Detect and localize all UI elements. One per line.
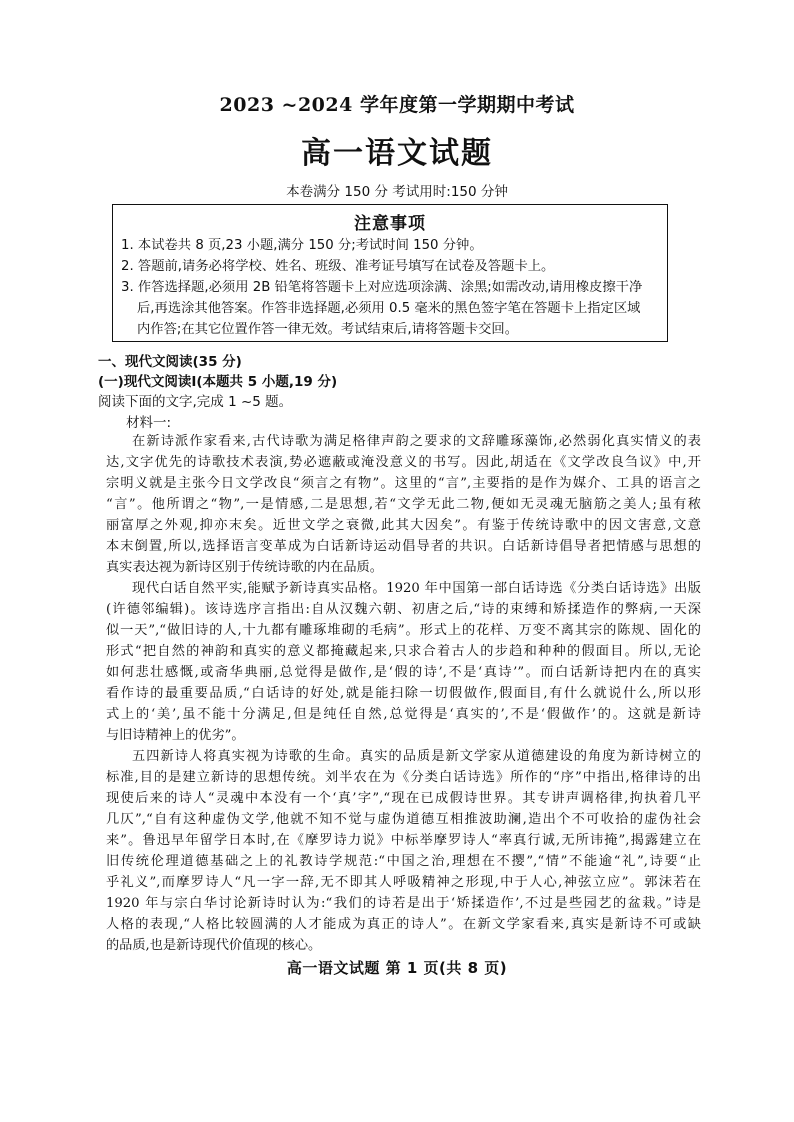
exam-term-title: 2023 ~2024 学年度第一学期期中考试	[219, 94, 575, 116]
notice-box	[112, 204, 668, 342]
passage-line: “言”。他所谓之“物”,一是情感,二是思想,若“文学无此二物,便如无灵魂无脑筋之美人;虽有秾	[106, 497, 701, 512]
passage-line: (许德邻编辑)。该诗选序言指出:自从汉魏六朝、初唐之后,“诗的束缚和矫揉造作的弊病,一天深	[106, 602, 701, 617]
notice-item-1: 1. 本试卷共 8 页,23 小题,满分 150 分;考试时间 150 分钟。	[121, 238, 483, 253]
passage-line: 标准,目的是建立新诗的思想传统。刘半农在为《分类白话诗选》所作的“序”中指出,格律诗的出	[106, 770, 701, 785]
score-time-line: 本卷满分 150 分 考试用时:150 分钟	[286, 184, 508, 200]
passage-line: 来”。鲁迅早年留学日本时,在《摩罗诗力说》中标举摩罗诗人“率真行诚,无所讳掩”,揭露建立在	[106, 833, 701, 848]
passage-line: 现使后来的诗人“灵魂中本没有一个‘真’字”,“现在已成假诗世界。其专讲声调格律,拘执着几平	[106, 791, 701, 806]
passage-line: 丽富厚之外观,抑亦末矣。近世文学之衰微,此其大因矣”。有鉴于传统诗歌中的因文害意,文意	[106, 518, 701, 533]
notice-title: 注意事项	[354, 214, 426, 234]
passage-line: 旧传统伦理道德基础之上的礼教诗学规范:“中国之治,理想在不撄”,“情”不能逾“礼”,诗要“止	[106, 854, 701, 869]
reading-instruction: 阅读下面的文字,完成 1 ~5 题。	[98, 394, 293, 410]
passage-line: 达,文字优先的诗歌技术表演,势必遮蔽或淹没意义的书写。因此,胡适在《文学改良刍议》中,开	[106, 455, 701, 470]
passage-line: 看作诗的最重要品质,“白话诗的好处,就是能扫除一切假做作,假面目,有什么就说什么,所以形	[106, 686, 701, 701]
passage-line: 乎礼义”,而摩罗诗人“凡一字一辞,无不即其人呼吸精神之形现,中于人心,神弦立应”。郭沫若在	[106, 875, 701, 890]
material-label: 材料一:	[126, 415, 172, 431]
page-footer: 高一语文试题 第 1 页(共 8 页)	[286, 959, 508, 977]
passage-line: 的品质,也是新诗现代价值现的核心。	[106, 938, 322, 953]
subsection-heading: (一)现代文阅读Ⅰ(本题共 5 小题,19 分)	[98, 374, 338, 390]
passage-line: 形式“把自然的神韵和真实的意义都掩藏起来,只求合着古人的步趋和种种的假面目。所以,无论	[106, 644, 701, 659]
passage-line: 真实表达视为新诗区别于传统诗歌的内在品质。	[106, 560, 383, 575]
notice-item-3: 3. 作答选择题,必须用 2B 铅笔将答题卡上对应选项涂满、涂黑;如需改动,请用橡皮擦干净	[121, 280, 643, 295]
notice-item-2: 2. 答题前,请务必将学校、姓名、班级、准考证号填写在试卷及答题卡上。	[121, 259, 555, 274]
passage-line: 现代白话自然平实,能赋予新诗真实品格。1920 年中国第一部白话诗选《分类白话诗选》出版	[132, 581, 701, 596]
page-title: 高一语文试题	[301, 136, 493, 171]
passage-line: 宗明义就是主张今日文学改良“须言之有物”。这里的“言”,主要指的是作为媒介、工具的语言之	[106, 476, 701, 491]
section-heading: 一、现代文阅读(35 分)	[98, 354, 242, 370]
passage-line: 式上的‘美’,虽不能十分满足,但是纯任自然,总觉得是‘真实的’,不是‘假做作’的。这就是新诗	[106, 707, 701, 722]
passage-line: 五四新诗人将真实视为诗歌的生命。真实的品质是新文学家从道德建设的角度为新诗树立的	[132, 749, 701, 764]
passage-line: 在新诗派作家看来,古代诗歌为满足格律声韵之要求的文辞雕琢藻饰,必然弱化真实情义的表	[132, 434, 701, 449]
passage-line: 与旧诗精神上的优劣”。	[106, 728, 245, 743]
passage-line: 人格的表现,“人格比较圆满的人才能成为真正的诗人”。在新文学家看来,真实是新诗不可或缺	[106, 917, 701, 932]
passage-line: 如何悲壮感慨,或斋华典丽,总觉得是做作,是‘假的诗’,不是‘真诗’”。而白话新诗把内在的真实	[106, 665, 701, 680]
notice-item-3-cont-1: 后,再选涂其他答案。作答非选择题,必须用 0.5 毫米的黑色签字笔在答题卡上指定区域	[137, 301, 641, 316]
notice-item-3-cont-2: 内作答;在其它位置作答一律无效。考试结束后,请将答题卡交回。	[137, 322, 519, 337]
passage-line: 1920 年与宗白华讨论新诗时认为:“我们的诗若是出于‘矫揉造作’,不过是些园艺的盆栽。”诗是	[106, 896, 701, 911]
passage-line: 几仄”,“自有这种虚伪文学,他就不知不觉与虚伪道德互相推波助澜,造出个不可收拾的虚伪社会	[106, 812, 701, 827]
passage-line: 似一天”,“做旧诗的人,十九都有雕琢堆砌的毛病”。形式上的花样、万变不离其宗的陈规、固化的	[106, 623, 701, 638]
passage-line: 本末倒置,所以,选择语言变革成为白话新诗运动倡导者的共识。白话新诗倡导者把情感与思想的	[106, 539, 701, 554]
